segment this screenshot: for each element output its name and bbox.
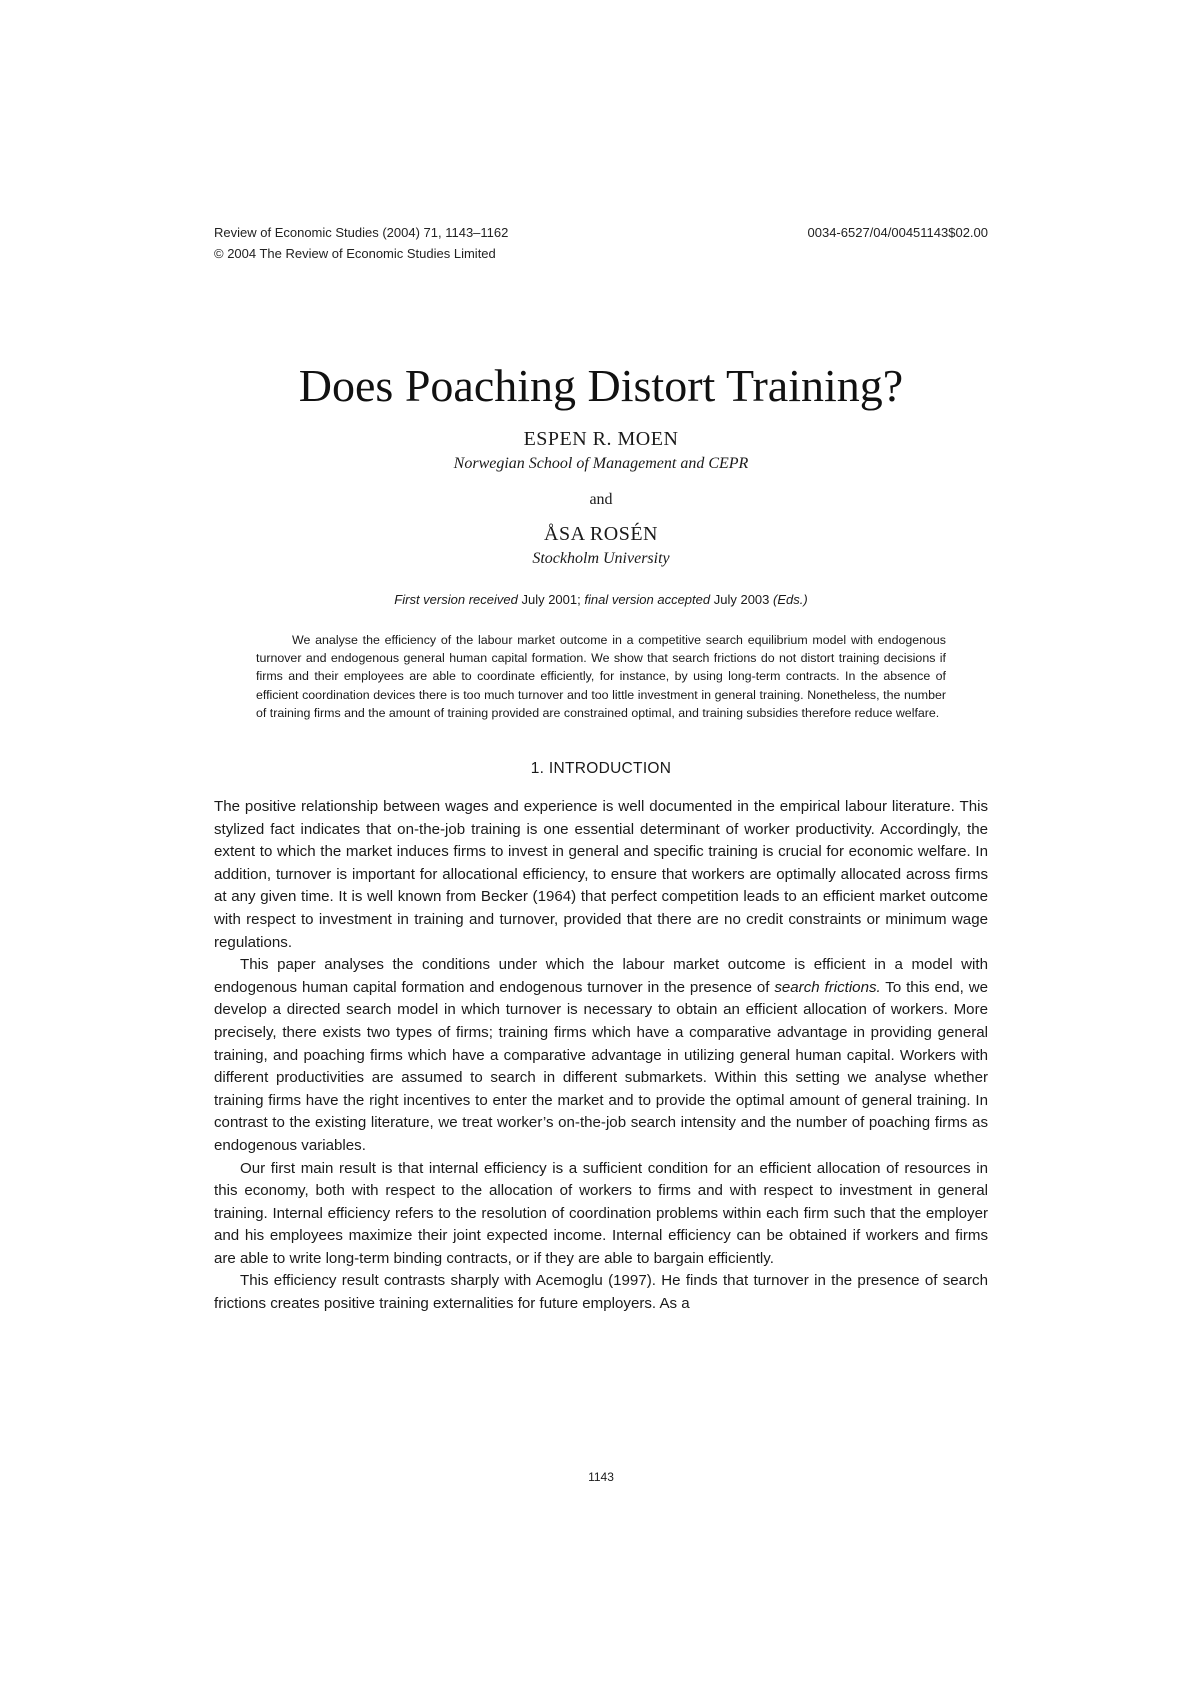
final-version-date: July 2003: [713, 592, 770, 607]
page-number: 1143: [588, 1470, 614, 1484]
author-affiliation-2: Stockholm University: [532, 550, 670, 567]
abstract: We analyse the efficiency of the labour market outcome in a competitive search equilibrium model with endogenous turnover and endogenous general human capital formation. We show that search frictions do not distort training decisions if firms and their employees are able to coordinate efficiently, for instance, by using long-term contracts. In the absence of efficient coordination devices there is too much turnover and too little investment in general training. Nonetheless, the number of training firms and the amount of training provided are constrained optimal, and training subsidies therefore reduce welfare.: [256, 633, 946, 720]
first-version-date: July 2001;: [521, 592, 581, 607]
paper-page: [214, 222, 988, 1316]
author-name-2: ÅSA ROSÉN: [544, 523, 658, 545]
paragraph-2: [214, 954, 988, 1157]
copyright-line: © 2004 The Review of Economic Studies Limited: [214, 246, 496, 261]
author-separator: and: [589, 491, 613, 508]
final-version-label: final version accepted: [584, 592, 711, 607]
received-dates: [214, 592, 988, 607]
paragraph-2-part-a: This paper analyses the conditions under which the labour market outcome is efficient in a model with endogenous human capital formation and endogenous turnover in the presence of: [214, 956, 988, 996]
section-heading-introduction: 1. INTRODUCTION: [530, 760, 672, 778]
issn-code: 0034-6527/04/00451143$02.00: [807, 225, 988, 240]
editors-note: (Eds.): [773, 592, 808, 607]
author-affiliation-1: Norwegian School of Management and CEPR: [453, 455, 749, 472]
author-name-1: ESPEN R. MOEN: [523, 428, 679, 450]
paper-title: Does Poaching Distort Training?: [298, 360, 904, 411]
paragraph-3: Our first main result is that internal efficiency is a sufficient condition for an efficient allocation of resources in this economy, both with respect to the allocation of workers to firms and with respect to investment in general training. Internal efficiency refers to the resolution of coordination problems within each firm such that the employer and his employees maximize their joint expected income. Internal efficiency can be obtained if workers and firms are able to write long-term binding contracts, or if they are able to bargain efficiently.: [214, 1159, 988, 1267]
journal-citation: Review of Economic Studies (2004) 71, 1143–1162: [214, 225, 509, 240]
introduction-body: [214, 796, 988, 1316]
journal-header: [214, 222, 988, 264]
paragraph-1: The positive relationship between wages and experience is well documented in the empirical labour literature. This stylized fact indicates that on-the-job training is one essential determinant of worker productivity. Accordingly, the extent to which the market induces firms to invest in general and specific training is crucial for economic welfare. In addition, turnover is important for allocational efficiency, to ensure that workers are optimally allocated across firms at any given time. It is well known from Becker (1964) that perfect competition leads to an efficient market outcome with respect to investment in training and turnover, provided that there are no credit constraints or minimum wage regulations.: [214, 798, 988, 951]
emphasis-search-frictions: search frictions.: [774, 978, 881, 996]
paragraph-4: This efficiency result contrasts sharply with Acemoglu (1997). He finds that turnover in the presence of search frictions creates positive training externalities for future employers. As a: [214, 1272, 988, 1313]
first-version-label: First version received: [394, 592, 518, 607]
paragraph-2-part-b: To this end, we develop a directed search model in which turnover is necessary to obtain an efficient allocation of workers. More precisely, there exists two types of firms; training firms which have a comparative advantage in providing general training, and poaching firms which have a comparative advantage in utilizing general human capital. Workers with different productivities are assumed to search in different submarkets. Within this setting we analyse whether training firms have the right incentives to enter the market and to provide the optimal amount of general training. In contrast to the existing literature, we treat worker’s on-the-job search intensity and the number of poaching firms as endogenous variables.: [214, 978, 988, 1154]
